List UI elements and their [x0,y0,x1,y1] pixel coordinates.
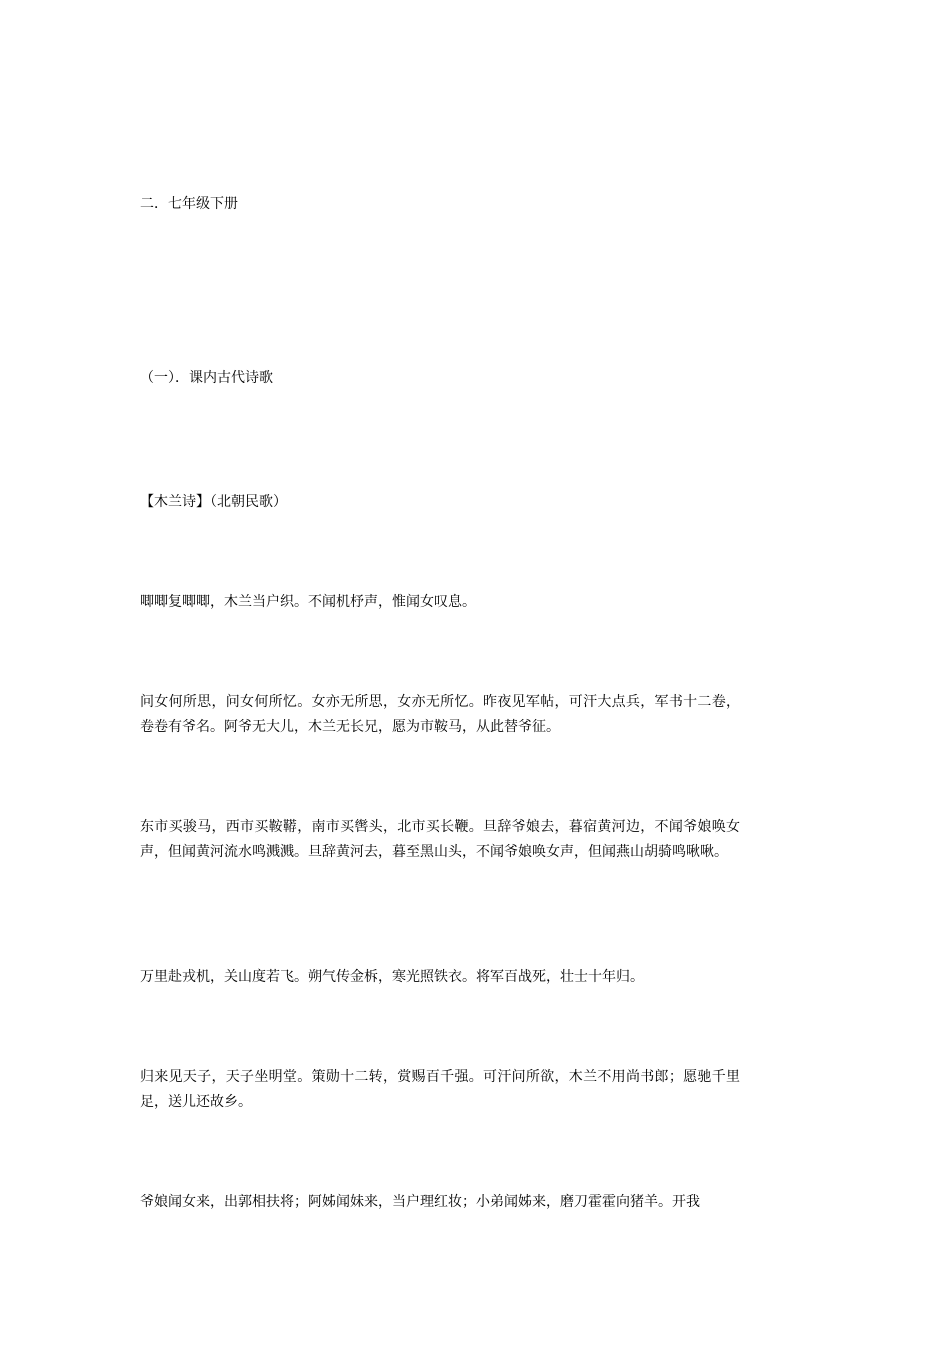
subsection-heading: （一）．课内古代诗歌 [140,370,273,386]
section-heading: 二．七年级下册 [140,196,238,212]
poem-paragraph: 爷娘闻女来，出郭相扶将；阿姊闻妹来，当户理红妆；小弟闻姊来，磨刀霍霍向猪羊。开我 [140,1194,700,1210]
poem-paragraph: 唧唧复唧唧，木兰当户织。不闻机杼声，惟闻女叹息。 [140,594,476,610]
poem-paragraph: 归来见天子，天子坐明堂。策勋十二转，赏赐百千强。可汗问所欲，木兰不用尚书郎；愿驰千里足，送儿还故乡。 [140,1069,740,1110]
poem-paragraph: 问女何所思，问女何所忆。女亦无所思，女亦无所忆。昨夜见军帖，可汗大点兵，军书十二卷，卷卷有爷名。阿爷无大儿，木兰无长兄，愿为市鞍马，从此替爷征。 [140,694,740,735]
poem-paragraph: 万里赴戎机，关山度若飞。朔气传金柝，寒光照铁衣。将军百战死，壮士十年归。 [140,969,644,985]
poem-paragraph: 东市买骏马，西市买鞍鞯，南市买辔头，北市买长鞭。旦辞爷娘去，暮宿黄河边，不闻爷娘唤女声，但闻黄河流水鸣溅溅。旦辞黄河去，暮至黑山头，不闻爷娘唤女声，但闻燕山胡骑鸣啾啾。 [140,819,740,860]
poem-title: 【木兰诗】（北朝民歌） [140,494,287,510]
